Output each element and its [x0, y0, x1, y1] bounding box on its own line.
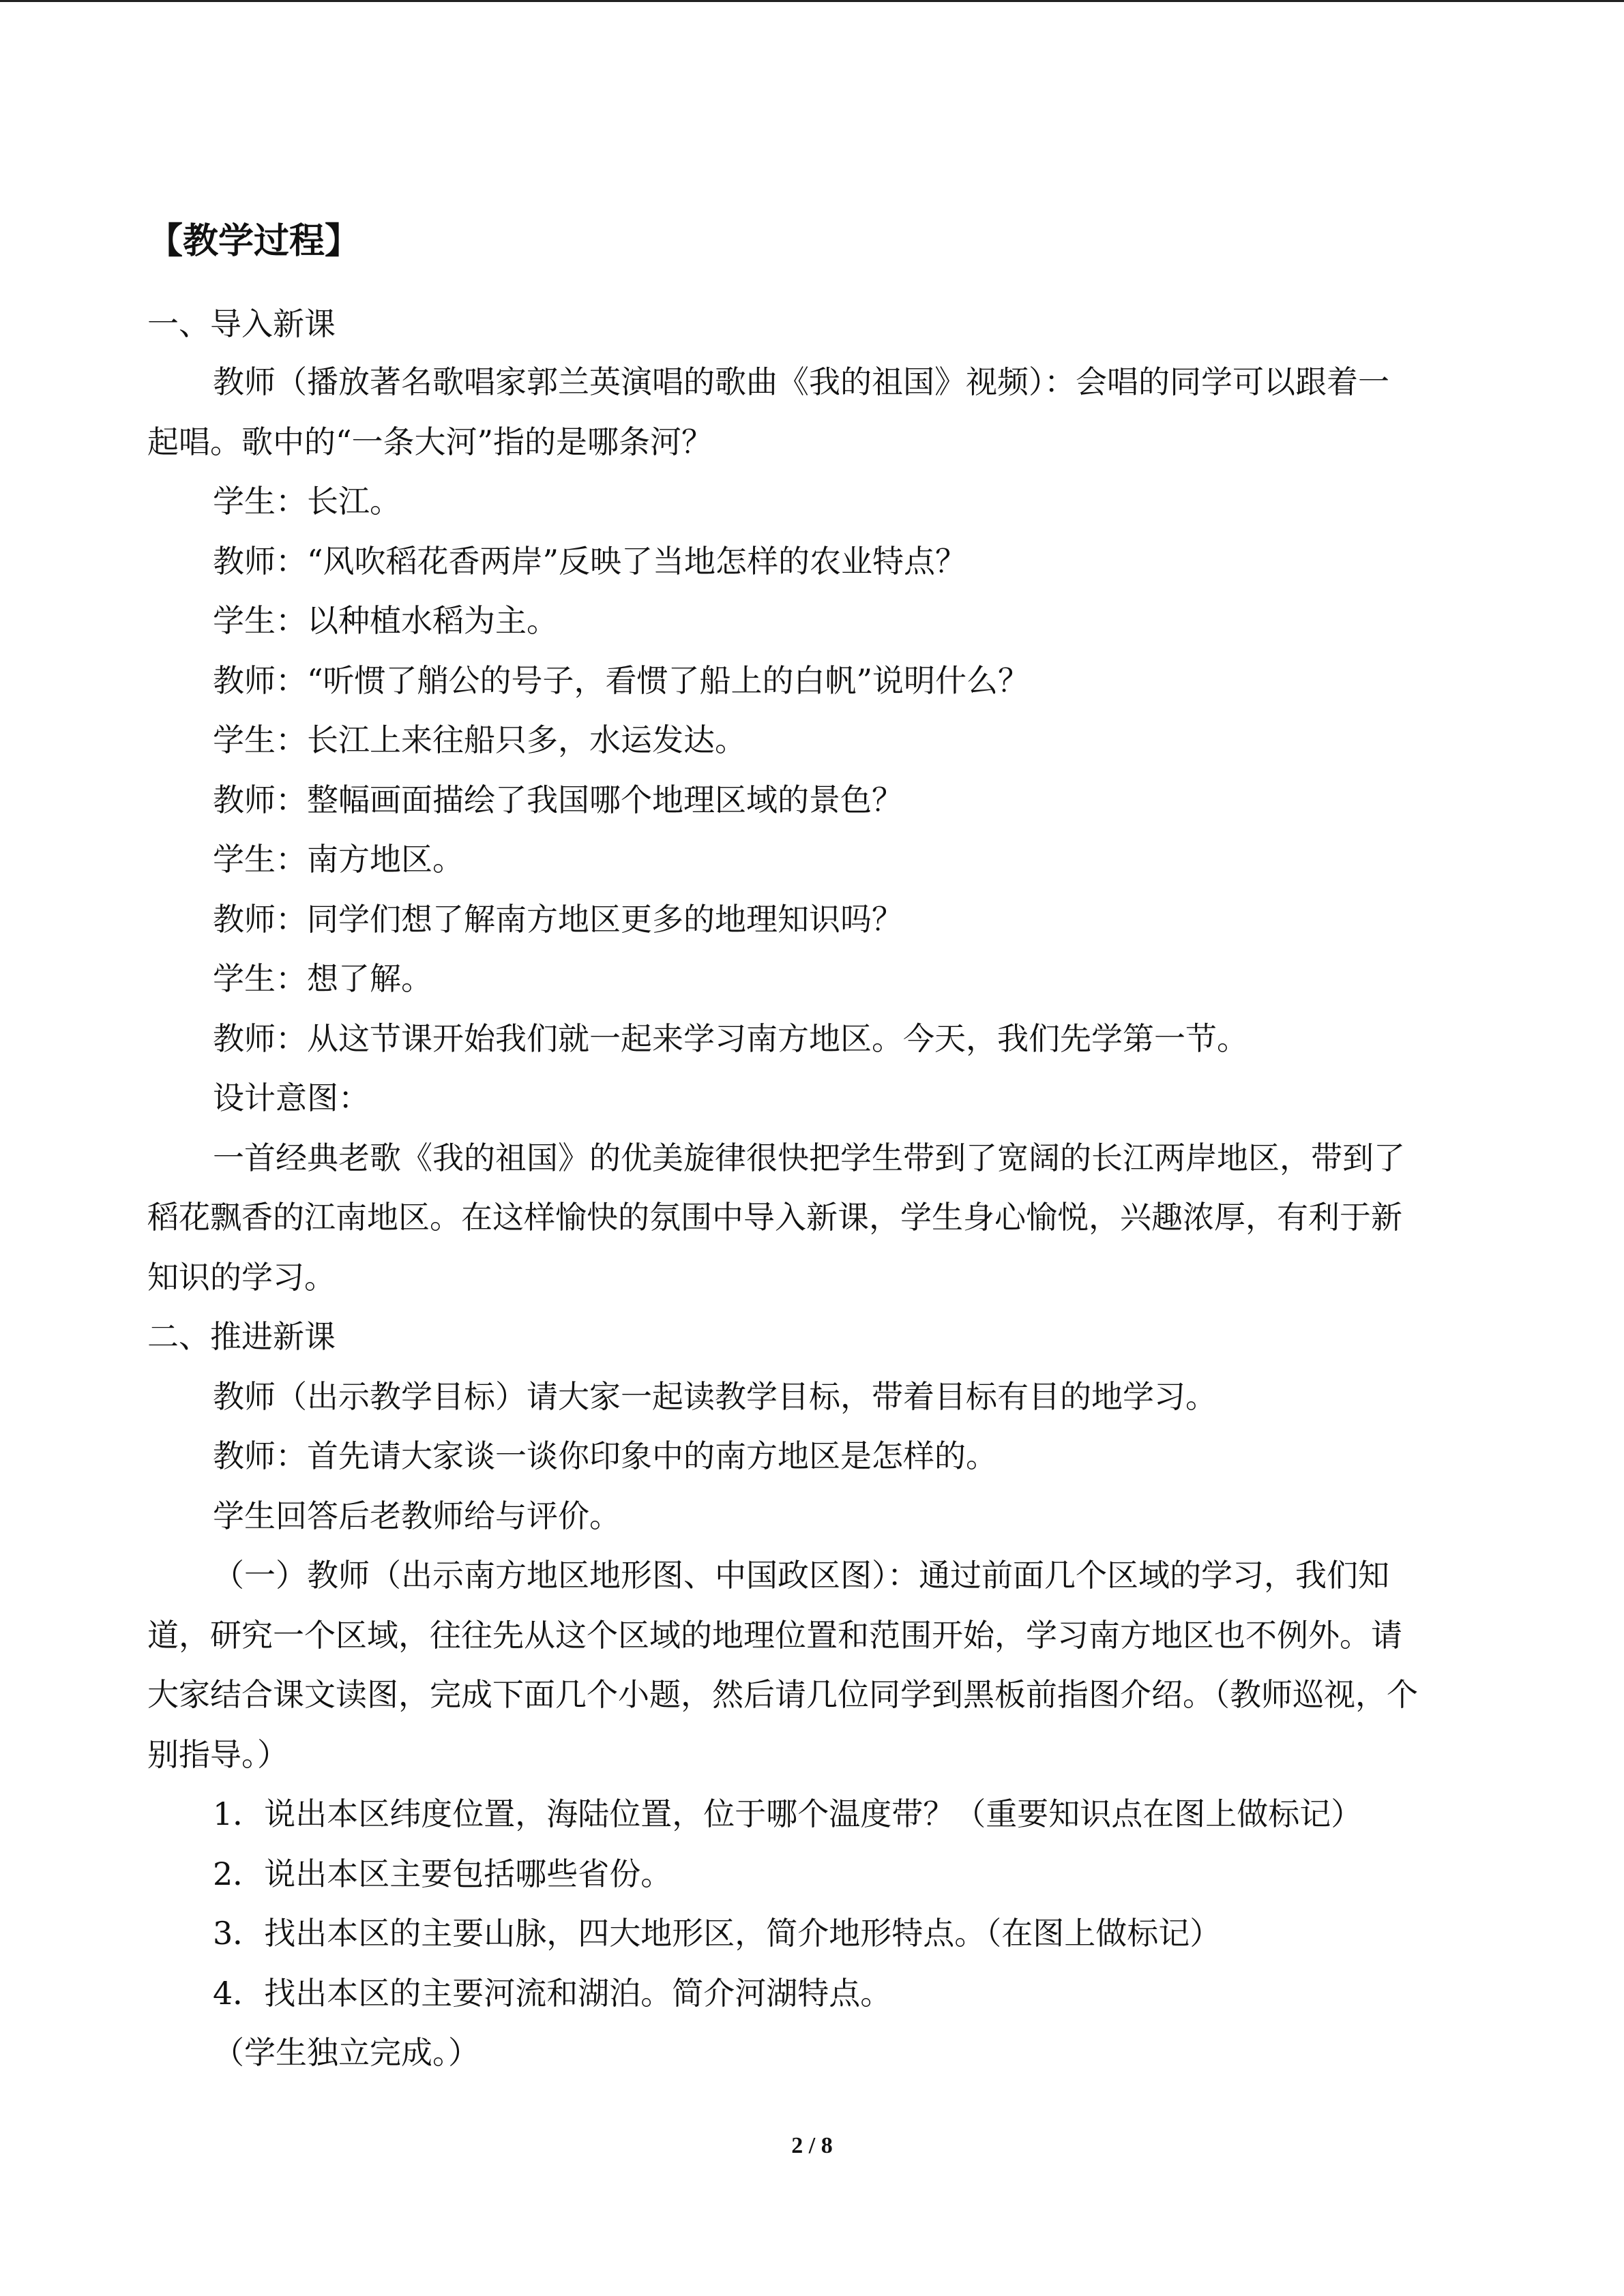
heading-advance: 二、推进新课 — [147, 1318, 336, 1355]
paragraph-line: 教师（播放著名歌唱家郭兰英演唱的歌曲《我的祖国》视频）：会唱的同学可以跟着一 — [213, 363, 1389, 400]
paragraph-line: 学生：长江上来往船只多，水运发达。 — [213, 721, 746, 758]
paragraph-line: 教师：首先请大家谈一谈你印象中的南方地区是怎样的。 — [213, 1437, 997, 1474]
paragraph-line: 教师：从这节课开始我们就一起来学习南方地区。今天，我们先学第一节。 — [213, 1020, 1248, 1057]
list-item: 4．找出本区的主要河流和湖泊。简介河湖特点。 — [213, 1975, 892, 2012]
list-item: 3．找出本区的主要山脉，四大地形区，简介地形特点。（在图上做标记） — [213, 1915, 1222, 1952]
section-title: 【教学过程】 — [147, 220, 361, 262]
paragraph-line: 设计意图： — [213, 1079, 370, 1116]
paragraph-line: 大家结合课文读图，完成下面几个小题，然后请几位同学到黑板前指图介绍。（教师巡视，个 — [147, 1676, 1418, 1713]
paragraph-line: 学生：以种植水稻为主。 — [213, 602, 558, 639]
paragraph-line: 一首经典老歌《我的祖国》的优美旋律很快把学生带到了宽阔的长江两岸地区，带到了 — [213, 1139, 1405, 1176]
paragraph-line: 起唱。歌中的“一条大河”指的是哪条河？ — [147, 423, 713, 460]
paragraph-line: 教师：整幅画面描绘了我国哪个地理区域的景色？ — [213, 781, 903, 818]
heading-intro: 一、导入新课 — [147, 305, 336, 342]
paragraph-line: 教师（出示教学目标）请大家一起读教学目标，带着目标有目的地学习。 — [213, 1378, 1217, 1415]
page-number: 2 / 8 — [791, 2133, 833, 2158]
paragraph-line: （学生独立完成。） — [213, 2034, 479, 2071]
paragraph-line: 道，研究一个区域，往往先从这个区域的地理位置和范围开始，学习南方地区也不例外。请 — [147, 1617, 1402, 1654]
paragraph-line: 学生：南方地区。 — [213, 841, 464, 878]
paragraph-line: 稻花飘香的江南地区。在这样愉快的氛围中导入新课，学生身心愉悦，兴趣浓厚，有利于新 — [147, 1199, 1402, 1236]
paragraph-line: 知识的学习。 — [147, 1259, 336, 1296]
paragraph-line: 教师：同学们想了解南方地区更多的地理知识吗？ — [213, 901, 903, 938]
paragraph-line: 学生：想了解。 — [213, 960, 432, 997]
paragraph-line: 教师：“风吹稻花香两岸”反映了当地怎样的农业特点？ — [213, 543, 967, 580]
top-border — [0, 0, 1624, 2]
paragraph-line: 学生回答后老教师给与评价。 — [213, 1497, 621, 1534]
paragraph-line: 别指导。） — [147, 1736, 289, 1773]
paragraph-line: 教师：“听惯了艄公的号子，看惯了船上的白帆”说明什么？ — [213, 662, 1030, 699]
list-item: 1．说出本区纬度位置，海陆位置，位于哪个温度带？（重要知识点在图上做标记） — [213, 1795, 1363, 1832]
list-item: 2．说出本区主要包括哪些省份。 — [213, 1855, 673, 1892]
paragraph-line: （一）教师（出示南方地区地形图、中国政区图）：通过前面几个区域的学习，我们知 — [213, 1557, 1389, 1594]
paragraph-line: 学生：长江。 — [213, 483, 401, 520]
